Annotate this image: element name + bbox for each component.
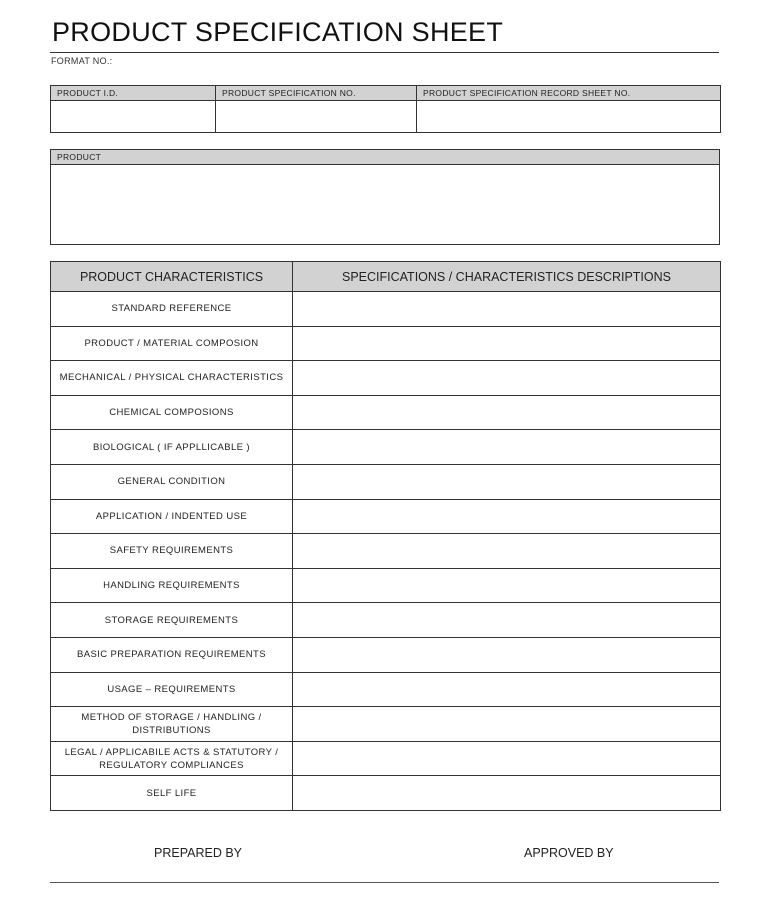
product-spec-no-header: PRODUCT SPECIFICATION NO. [216,86,417,101]
product-table [50,149,720,245]
characteristic-label: METHOD OF STORAGE / HANDLING / DISTRIBUTIONS [51,707,293,742]
characteristics-table [50,261,721,811]
description-field[interactable] [293,603,721,638]
description-field[interactable] [293,707,721,742]
description-field[interactable] [293,499,721,534]
product-spec-no-field[interactable] [216,101,417,133]
record-sheet-no-header: PRODUCT SPECIFICATION RECORD SHEET NO. [417,86,721,101]
description-field[interactable] [293,534,721,569]
page-title: PRODUCT SPECIFICATION SHEET [52,17,504,47]
product-id-table [50,85,721,133]
characteristic-label: BIOLOGICAL ( IF APPLLICABLE ) [51,430,293,465]
title-divider [50,52,719,53]
description-field[interactable] [293,776,721,811]
product-header: PRODUCT [51,150,720,165]
characteristics-header: PRODUCT CHARACTERISTICS [51,262,293,292]
description-field[interactable] [293,637,721,672]
characteristic-label: SELF LIFE [51,776,293,811]
characteristic-label: CHEMICAL COMPOSIONS [51,395,293,430]
description-field[interactable] [293,464,721,499]
characteristic-label: MECHANICAL / PHYSICAL CHARACTERISTICS [51,361,293,396]
description-field[interactable] [293,568,721,603]
format-no-label: FORMAT NO.: [51,56,113,66]
approved-by-label: APPROVED BY [524,846,614,860]
description-field[interactable] [293,430,721,465]
characteristic-label: APPLICATION / INDENTED USE [51,499,293,534]
product-field[interactable] [51,165,720,245]
characteristic-label: GENERAL CONDITION [51,464,293,499]
product-id-field[interactable] [51,101,216,133]
characteristic-label: LEGAL / APPLICABILE ACTS & STATUTORY / REGULATORY COMPLIANCES [51,741,293,776]
characteristic-label: SAFETY REQUIREMENTS [51,534,293,569]
prepared-by-label: PREPARED BY [154,846,242,860]
characteristic-label: STANDARD REFERENCE [51,292,293,327]
footer-divider [50,882,719,883]
product-id-header: PRODUCT I.D. [51,86,216,101]
description-field[interactable] [293,292,721,327]
description-field[interactable] [293,672,721,707]
characteristic-label: PRODUCT / MATERIAL COMPOSION [51,326,293,361]
description-field[interactable] [293,395,721,430]
description-field[interactable] [293,741,721,776]
description-field[interactable] [293,326,721,361]
characteristic-label: BASIC PREPARATION REQUIREMENTS [51,637,293,672]
record-sheet-no-field[interactable] [417,101,721,133]
characteristic-label: STORAGE REQUIREMENTS [51,603,293,638]
characteristic-label: USAGE – REQUIREMENTS [51,672,293,707]
descriptions-header: SPECIFICATIONS / CHARACTERISTICS DESCRIPTIONS [293,262,721,292]
description-field[interactable] [293,361,721,396]
characteristic-label: HANDLING REQUIREMENTS [51,568,293,603]
